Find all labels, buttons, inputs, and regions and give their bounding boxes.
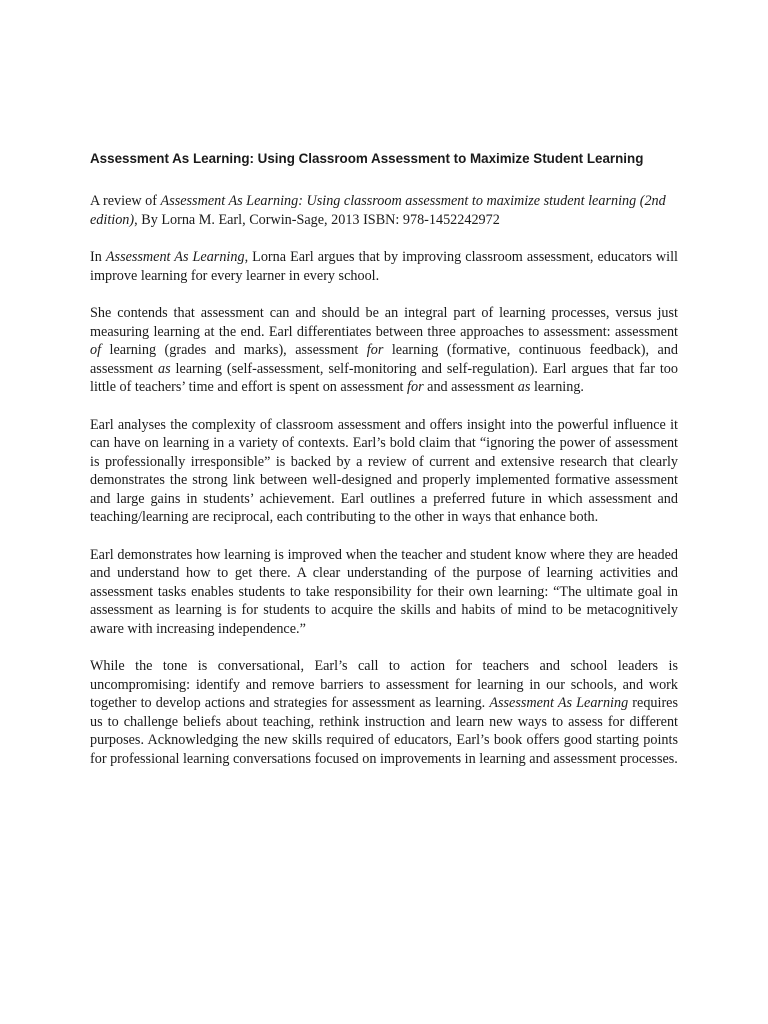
closing-paragraph <box>90 657 678 768</box>
analysis-paragraph: Earl analyses the complexity of classroom assessment and offers insight into the powerful influence it can have on learning in a variety of contexts. Earl’s bold claim that “ignoring the power of assessment is professionally irresponsible” is backed by a review of current and extensive research that clearly demonstrates the strong link between well-designed and properly implemented formative assessment and large gains in students’ achievement. Earl outlines a preferred future in which assessment and teaching/learning are reciprocal, each contributing to the other in ways that enhance both. <box>90 416 678 525</box>
closing-text-1: While the tone is conversational, Earl’s call to action for teachers and school leaders is uncompromising: identify and remove barriers to assessment for learning in our schools, and work together to develop actions and strategies for assessment as learning. <box>90 658 678 711</box>
document-page <box>90 150 678 787</box>
closing-book-title: Assessment As Learning <box>489 695 629 711</box>
approaches-text-1: She contends that assessment can and should be an integral part of learning processes, versus just measuring learning at the end. Earl differentiates between three approaches to assessment: assessment <box>90 305 678 340</box>
approaches-text-2: learning (grades and marks), assessment <box>101 342 367 358</box>
approaches-paragraph <box>90 304 678 397</box>
review-citation-paragraph <box>90 192 678 229</box>
approaches-text-3: learning (formative, continuous feedback), and assessment <box>90 342 678 377</box>
demonstrates-paragraph: Earl demonstrates how learning is improved when the teacher and student know where they are headed and understand how to get there. A clear understanding of the purpose of learning activities and assessment tasks enables students to take responsibility for their own learning: “The ultimate goal in assessment as learning is for students to acquire the skills and habits of mind to be metacognitively aware with increasing independence.” <box>90 546 678 637</box>
intro-book-title: Assessment As Learning <box>105 249 245 265</box>
intro-prefix: In <box>90 249 106 265</box>
approaches-text-5: and assessment <box>423 379 518 395</box>
approaches-text-6: learning. <box>530 379 584 395</box>
approaches-emphasis-2: for <box>366 342 384 358</box>
approaches-emphasis-3: as <box>157 360 171 377</box>
approaches-emphasis-5: as <box>517 379 531 395</box>
approaches-emphasis-1: of <box>90 342 102 358</box>
approaches-emphasis-4: for <box>407 379 424 395</box>
review-book-title: Assessment As Learning: Using classroom assessment to maximize student learning (2nd edition) <box>90 193 666 228</box>
review-suffix: , By Lorna M. Earl, Corwin-Sage, 2013 ISBN: 978-1452242972 <box>134 211 500 228</box>
review-prefix: A review of <box>90 193 161 209</box>
closing-text-2: requires us to challenge beliefs about teaching, rethink instruction and learn new ways to assess for different purposes. Acknowledging the new skills required of educators, Earl’s book offers good starting points for professional learning conversations focused on improvements in learning and assessment processes. <box>90 695 678 767</box>
intro-suffix: , Lorna Earl argues that by improving classroom assessment, educators will improve learning for every learner in every school. <box>90 249 678 284</box>
intro-paragraph <box>90 248 678 285</box>
approaches-text-4: learning (self-assessment, self-monitoring and self-regulation). Earl argues that far too little of teachers’ time and effort is spent on assessment <box>90 360 678 395</box>
document-title: Assessment As Learning: Using Classroom Assessment to Maximize Student Learning <box>90 151 644 166</box>
